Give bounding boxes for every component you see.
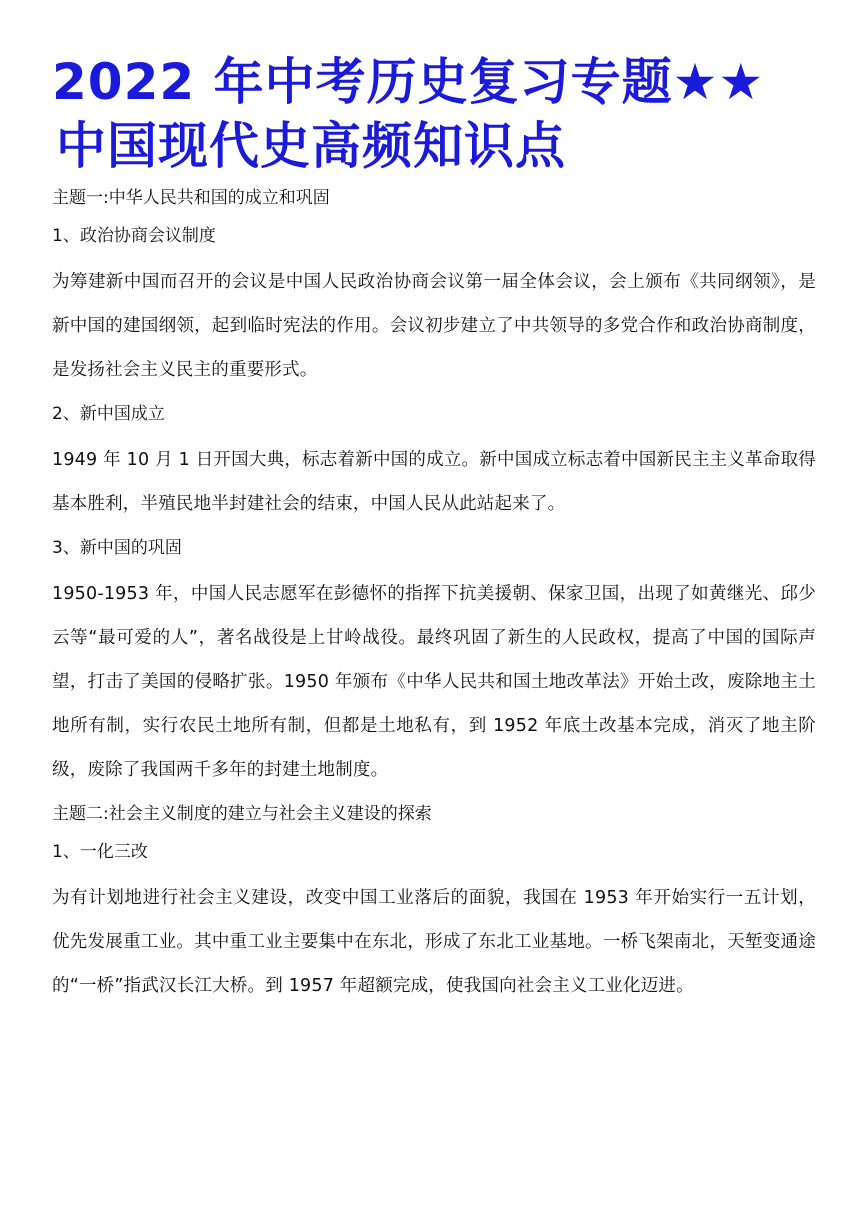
topic-heading-1: 主题一:中华人民共和国的成立和巩固 <box>52 188 330 208</box>
paragraph-founding: 1949 年 10 月 1 日开国大典，标志着新中国的成立。新中国成立标志着中国新民主主义革命取得基本胜利，半殖民地半封建社会的结束，中国人民从此站起来了。 <box>52 450 816 514</box>
paragraph-political-consultative: 为筹建新中国而召开的会议是中国人民政治协商会议第一届全体会议，会上颁布《共同纲领》，是新中国的建国纲领，起到临时宪法的作用。会议初步建立了中共领导的多党合作和政治协商制度，是发扬社会主义民主的重要形式。 <box>52 272 816 380</box>
paragraph-first-five-year-plan: 为有计划地进行社会主义建设，改变中国工业落后的面貌，我国在 1953 年开始实行一五计划，优先发展重工业。其中重工业主要集中在东北，形成了东北工业基地。一桥飞架南北，天堑变通途的“一桥”指武汉长江大桥。到 1957 年超额完成，使我国向社会主义工业化迈进。 <box>52 888 816 996</box>
topic-heading-2: 主题二:社会主义制度的建立与社会主义建设的探索 <box>52 804 432 824</box>
section-heading-1-1: 1、政治协商会议制度 <box>52 226 216 246</box>
section-heading-2-1: 1、一化三改 <box>52 842 148 862</box>
section-heading-1-2: 2、新中国成立 <box>52 404 165 424</box>
document-body <box>52 184 816 1008</box>
title-line-2: 中国现代史高频知识点 <box>56 117 566 175</box>
section-heading-1-3: 3、新中国的巩固 <box>52 538 182 558</box>
title-line-1: 2022 年中考历史复习专题★★ <box>52 53 765 111</box>
paragraph-consolidation: 1950-1953 年，中国人民志愿军在彭德怀的指挥下抗美援朝、保家卫国，出现了如黄继光、邱少云等“最可爱的人”，著名战役是上甘岭战役。最终巩固了新生的人民政权，提高了中国的国际声望，打击了美国的侵略扩张。1950 年颁布《中华人民共和国土地改革法》开始土改，废除地主土地所有制，实行农民土地所有制，但都是土地私有，到 1952 年底土改基本完成，消灭了地主阶级，废除了我国两千多年的封建土地制度。 <box>52 584 816 780</box>
